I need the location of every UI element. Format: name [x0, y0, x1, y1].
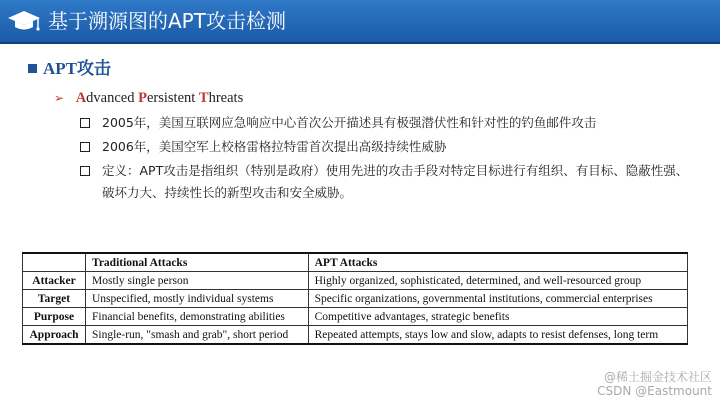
subtitle-part: P — [138, 90, 147, 106]
header-divider — [0, 42, 720, 44]
table-header-row — [23, 253, 688, 272]
table-cell: Highly organized, sophisticated, determined, and well-resourced group — [308, 272, 687, 290]
bullet-text: 定义：APT攻击是指组织（特别是政府）使用先进的攻击手段对特定目标进行有组织、有目标、隐蔽性强、破坏力大、持续性长的新型攻击和安全威胁。 — [102, 163, 689, 200]
row-header-cell: Attacker — [23, 272, 86, 290]
subtitle-part: hreats — [208, 90, 244, 106]
table-row — [23, 326, 688, 345]
row-header-cell: Approach — [23, 326, 86, 345]
table-cell: Specific organizations, governmental institutions, commercial enterprises — [308, 290, 687, 308]
row-header-cell: Target — [23, 290, 86, 308]
table-row — [23, 308, 688, 326]
checkbox-bullet-icon — [80, 166, 90, 176]
column-header — [23, 253, 86, 272]
section-title: APT攻击 — [43, 59, 111, 78]
arrow-bullet-icon: ➢ — [54, 91, 65, 105]
table-cell: Unspecified, mostly individual systems — [86, 290, 309, 308]
slide-title: 基于溯源图的APT攻击检测 — [48, 9, 286, 33]
subtitle-part: dvanced — [86, 90, 139, 106]
subtitle-part: T — [198, 90, 209, 106]
table-row — [23, 290, 688, 308]
row-header-cell: Purpose — [23, 308, 86, 326]
square-bullet-icon — [28, 64, 37, 73]
watermark — [597, 370, 712, 398]
checkbox-bullet-icon — [80, 118, 90, 128]
table-cell: Single-run, "smash and grab", short period — [86, 326, 309, 345]
section-heading — [28, 58, 111, 80]
watermark-line: CSDN @Eastmount — [597, 384, 712, 398]
watermark-line: @稀土掘金技术社区 — [603, 370, 712, 384]
bullet-text: 2005年，美国互联网应急响应中心首次公开描述具有极强潜伏性和针对性的钓鱼邮件攻击 — [102, 115, 597, 130]
column-header: APT Attacks — [308, 253, 687, 272]
table-cell: Financial benefits, demonstrating abilities — [86, 308, 309, 326]
table-cell: Competitive advantages, strategic benefits — [308, 308, 687, 326]
graduation-cap-icon — [7, 9, 41, 33]
comparison-table — [22, 252, 688, 345]
column-header: Traditional Attacks — [86, 253, 309, 272]
apt-expansion — [54, 89, 243, 107]
table-cell: Mostly single person — [86, 272, 309, 290]
slide-header — [0, 0, 720, 42]
checkbox-bullet-icon — [80, 142, 90, 152]
subtitle-part: ersistent — [146, 90, 199, 106]
table-cell: Repeated attempts, stays low and slow, adapts to resist defenses, long term — [308, 326, 687, 345]
table-row — [23, 272, 688, 290]
bullet-text: 2006年，美国空军上校格雷格拉特雷首次提出高级持续性威胁 — [102, 139, 447, 154]
subtitle-part: A — [75, 90, 87, 106]
